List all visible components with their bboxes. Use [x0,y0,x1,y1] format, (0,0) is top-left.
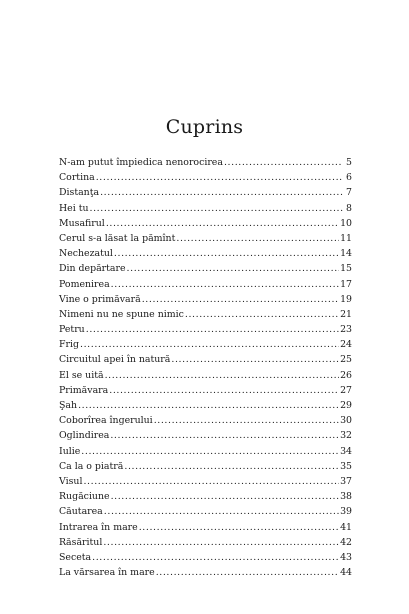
dot-leader [185,307,339,322]
toc-entry [59,489,352,504]
toc-entry [59,185,352,200]
toc-entry-title: Şah [59,400,78,411]
toc-entry-page-number: 35 [340,460,352,472]
toc-entry [59,292,352,307]
toc-entry [59,428,352,443]
dot-leader [154,413,339,428]
toc-entry-page-number: 43 [340,551,352,563]
toc-entry-page-number: 29 [340,400,352,411]
toc-entry [59,550,352,565]
toc-entry [59,246,352,261]
toc-entry-page-number: 34 [340,445,352,457]
toc-entry-title: Nechezatul [59,248,113,260]
toc-entry-title: Pomenirea [59,278,110,290]
table-of-contents [59,155,352,580]
toc-entry-title: Coborîrea îngerului [59,415,153,427]
dot-leader [90,201,343,216]
toc-entry-page-number: 5 [346,157,352,168]
dot-leader [110,428,339,443]
toc-entry [59,170,352,185]
toc-entry-title: Intrarea în mare [59,521,138,533]
toc-entry-title: Primăvara [59,384,109,396]
toc-entry-page-number: 38 [340,491,352,503]
toc-entry-title: Circuitul apei în natură [59,354,171,366]
toc-entry-title: Musafirul [59,217,105,229]
toc-entry [59,201,352,216]
toc-entry-title: Căutarea [59,506,103,518]
dot-leader [171,352,339,367]
toc-entry [59,322,352,337]
toc-entry [59,261,352,276]
toc-entry-title: N-am putut împiedica nenorocirea [59,157,223,168]
toc-entry [59,474,352,489]
toc-entry-title: Petru [59,324,85,336]
toc-entry [59,383,352,398]
toc-entry [59,155,352,170]
toc-entry-page-number: 27 [340,384,352,396]
toc-entry-title: Oglindirea [59,430,110,442]
toc-entry-page-number: 14 [340,248,352,260]
dot-leader [100,185,343,200]
toc-entry-title: Hei tu [59,202,89,214]
toc-entry-page-number: 11 [340,232,352,244]
toc-entry-page-number: 17 [340,278,352,290]
dot-leader [104,504,339,519]
dot-leader [83,474,339,489]
toc-entry-page-number: 15 [340,263,352,275]
toc-entry-page-number: 26 [340,369,352,381]
toc-entry-title: Răsăritul [59,536,103,548]
toc-entry-page-number: 24 [340,339,352,351]
dot-leader [81,444,339,459]
dot-leader [124,459,339,474]
toc-entry-page-number: 42 [340,536,352,548]
toc-entry [59,216,352,231]
toc-entry-page-number: 7 [346,187,352,199]
dot-leader [96,170,343,185]
toc-entry-title: Din depărtare [59,263,126,275]
toc-entry [59,352,352,367]
toc-entry [59,520,352,535]
toc-entry-page-number: 37 [340,475,352,487]
toc-entry-title: La vărsarea în mare [59,567,155,579]
toc-entry [59,504,352,519]
toc-entry-page-number: 23 [340,324,352,336]
toc-entry-title: Nimeni nu ne spune nimic [59,308,184,320]
toc-entry-page-number: 19 [340,293,352,305]
toc-entry-page-number: 32 [340,430,352,442]
toc-entry-title: Visul [59,475,83,487]
toc-entry-page-number: 8 [346,202,352,214]
toc-entry-page-number: 30 [340,415,352,427]
toc-entry [59,307,352,322]
toc-entry [59,565,352,580]
dot-leader [111,277,339,292]
toc-entry-page-number: 21 [340,308,352,320]
dot-leader [224,155,343,170]
dot-leader [142,292,339,307]
toc-entry-title: Frig [59,339,79,351]
toc-entry-title: El se uită [59,369,104,381]
dot-leader [139,520,339,535]
toc-entry [59,398,352,413]
dot-leader [156,565,339,580]
toc-entry-page-number: 39 [340,506,352,518]
toc-entry-title: Ca la o piatră [59,460,124,472]
toc-entry-title: Vine o primăvară [59,293,141,305]
toc-entry-title: Distanţa [59,187,100,199]
toc-entry-title: Seceta [59,551,92,563]
dot-leader [127,261,340,276]
dot-leader [80,337,339,352]
toc-entry-page-number: 10 [340,217,352,229]
dot-leader [106,216,339,231]
toc-entry-page-number: 6 [346,172,352,184]
toc-entry [59,368,352,383]
toc-entry-page-number: 44 [340,567,352,579]
toc-entry [59,413,352,428]
dot-leader [92,550,339,565]
toc-entry [59,277,352,292]
toc-entry-page-number: 41 [340,521,352,533]
toc-entry [59,231,352,246]
dot-leader [103,535,339,550]
toc-entry-title: Iulie [59,445,81,457]
toc-entry-title: Cortina [59,172,95,184]
dot-leader [111,489,340,504]
dot-leader [86,322,339,337]
dot-leader [105,368,340,383]
dot-leader [78,398,339,413]
toc-entry [59,535,352,550]
dot-leader [109,383,339,398]
toc-entry [59,337,352,352]
toc-entry [59,444,352,459]
toc-entry-title: Rugăciune [59,491,110,503]
toc-entry [59,459,352,474]
dot-leader [114,246,339,261]
toc-entry-title: Cerul s-a lăsat la pămînt [59,232,176,244]
page-title: Cuprins [165,116,244,138]
toc-entry-page-number: 25 [340,354,352,366]
dot-leader [176,231,339,246]
